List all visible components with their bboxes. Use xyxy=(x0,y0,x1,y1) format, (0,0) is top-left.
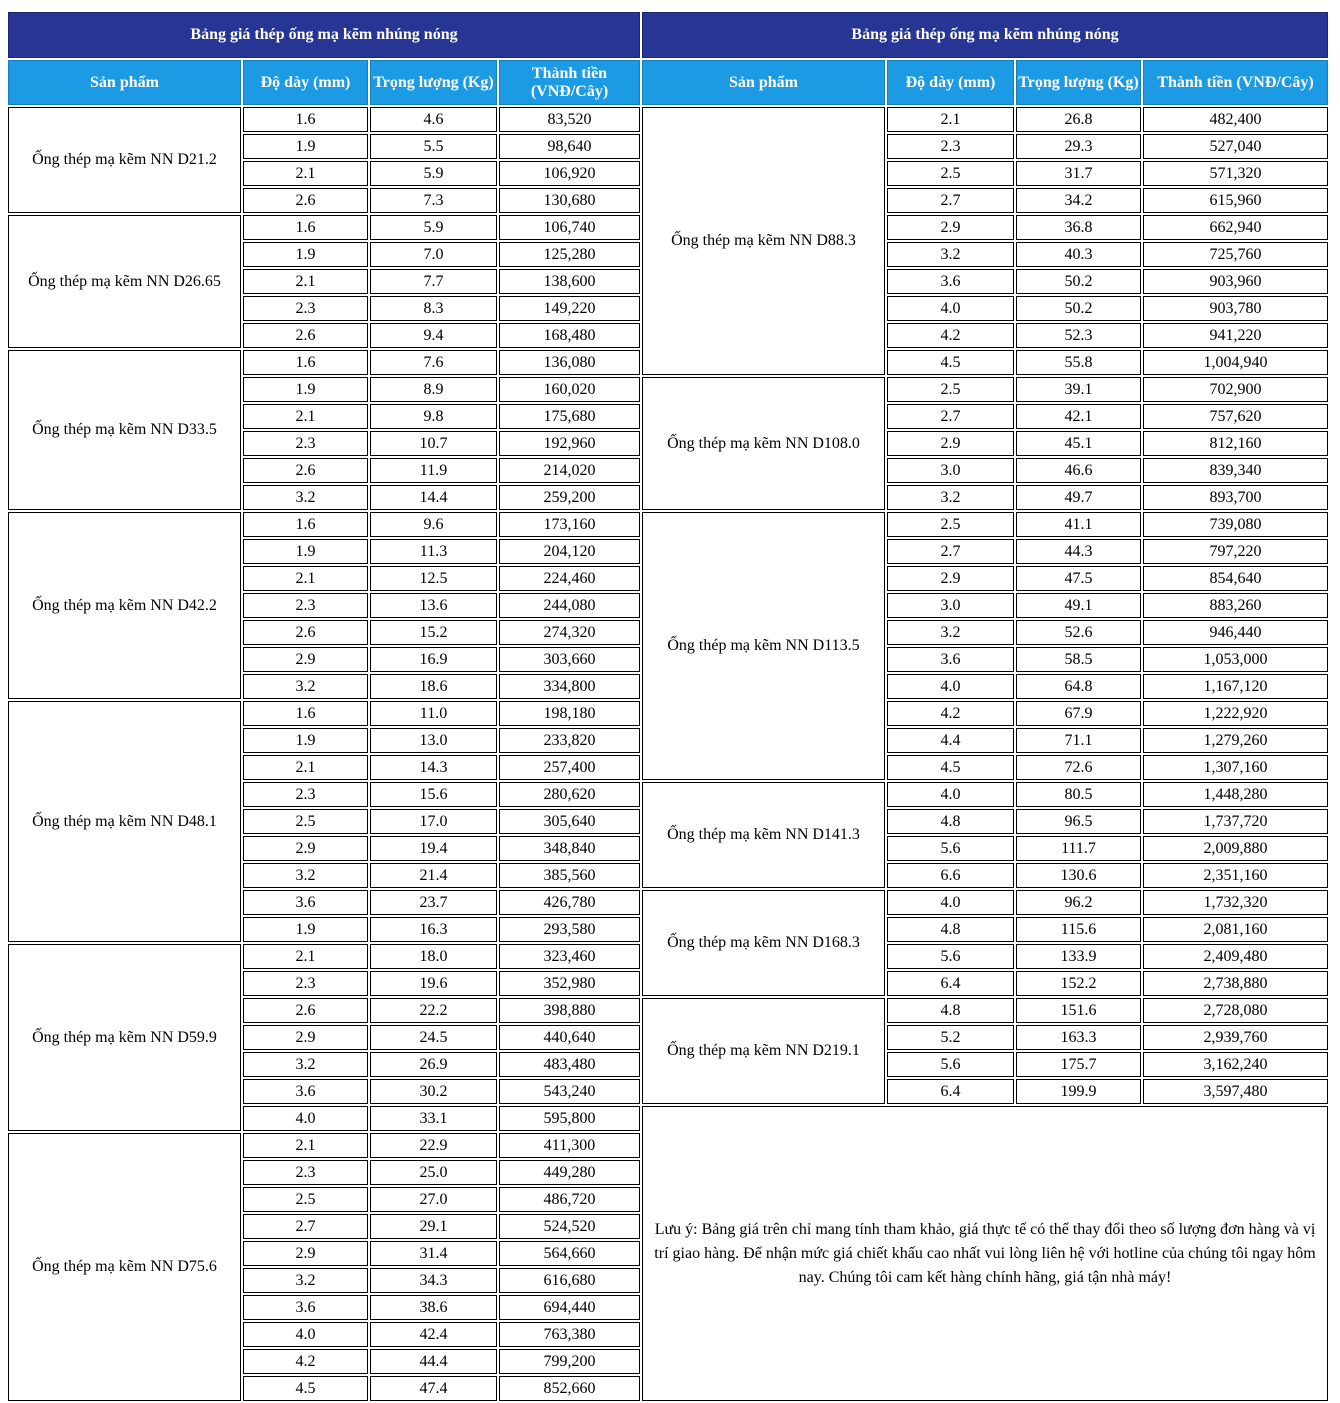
right-weight-cell: 115.6 xyxy=(1016,917,1141,942)
left-price-cell: 244,080 xyxy=(499,593,640,618)
left-thickness-cell: 2.1 xyxy=(243,1133,368,1158)
right-weight-cell: 64.8 xyxy=(1016,674,1141,699)
left-weight-cell: 10.7 xyxy=(370,431,497,456)
left-thickness-cell: 2.1 xyxy=(243,566,368,591)
right-weight-cell: 96.2 xyxy=(1016,890,1141,915)
right-header-price: Thành tiền (VNĐ/Cây) xyxy=(1143,60,1328,105)
left-thickness-cell: 2.5 xyxy=(243,1187,368,1212)
right-thickness-cell: 4.0 xyxy=(887,782,1014,807)
right-price-cell: 903,780 xyxy=(1143,296,1328,321)
left-product-cell: Ống thép mạ kẽm NN D33.5 xyxy=(8,350,241,510)
left-price-cell: 106,920 xyxy=(499,161,640,186)
left-thickness-cell: 2.3 xyxy=(243,296,368,321)
left-price-cell: 348,840 xyxy=(499,836,640,861)
left-table-title: Bảng giá thép ống mạ kẽm nhúng nóng xyxy=(8,12,640,58)
left-weight-cell: 16.3 xyxy=(370,917,497,942)
right-thickness-cell: 4.0 xyxy=(887,296,1014,321)
right-price-cell: 527,040 xyxy=(1143,134,1328,159)
right-thickness-cell: 3.0 xyxy=(887,458,1014,483)
left-weight-cell: 12.5 xyxy=(370,566,497,591)
left-price-cell: 411,300 xyxy=(499,1133,640,1158)
left-thickness-cell: 2.3 xyxy=(243,431,368,456)
left-thickness-cell: 4.0 xyxy=(243,1106,368,1131)
left-thickness-cell: 3.2 xyxy=(243,1052,368,1077)
left-weight-cell: 5.9 xyxy=(370,215,497,240)
left-price-cell: 799,200 xyxy=(499,1349,640,1374)
right-price-cell: 2,728,080 xyxy=(1143,998,1328,1023)
left-price-cell: 595,800 xyxy=(499,1106,640,1131)
left-thickness-cell: 2.1 xyxy=(243,404,368,429)
right-weight-cell: 26.8 xyxy=(1016,107,1141,132)
right-weight-cell: 49.1 xyxy=(1016,593,1141,618)
left-thickness-cell: 1.9 xyxy=(243,377,368,402)
left-weight-cell: 23.7 xyxy=(370,890,497,915)
left-thickness-cell: 2.6 xyxy=(243,620,368,645)
left-thickness-cell: 1.9 xyxy=(243,134,368,159)
right-weight-cell: 111.7 xyxy=(1016,836,1141,861)
right-price-cell: 1,732,320 xyxy=(1143,890,1328,915)
left-price-cell: 352,980 xyxy=(499,971,640,996)
left-price-cell: 168,480 xyxy=(499,323,640,348)
left-weight-cell: 38.6 xyxy=(370,1295,497,1320)
right-price-cell: 1,053,000 xyxy=(1143,647,1328,672)
left-weight-cell: 33.1 xyxy=(370,1106,497,1131)
right-thickness-cell: 5.6 xyxy=(887,944,1014,969)
right-price-cell: 1,307,160 xyxy=(1143,755,1328,780)
left-thickness-cell: 3.6 xyxy=(243,890,368,915)
left-weight-cell: 7.3 xyxy=(370,188,497,213)
right-price-cell: 1,448,280 xyxy=(1143,782,1328,807)
right-thickness-cell: 2.5 xyxy=(887,377,1014,402)
right-thickness-cell: 2.7 xyxy=(887,539,1014,564)
right-thickness-cell: 4.4 xyxy=(887,728,1014,753)
price-note: Lưu ý: Bảng giá trên chỉ mang tính tham khảo, giá thực tế có thể thay đổi theo số lượng đơn hàng và vị trí giao hàng. Để nhận mức giá chiết khấu cao nhất vui lòng liên hệ với hotline của chúng tôi ngay hôm nay. Chúng tôi cam kết hàng chính hãng, giá tận nhà máy! xyxy=(642,1106,1328,1401)
left-thickness-cell: 4.5 xyxy=(243,1376,368,1401)
left-price-cell: 426,780 xyxy=(499,890,640,915)
left-weight-cell: 16.9 xyxy=(370,647,497,672)
left-price-cell: 106,740 xyxy=(499,215,640,240)
left-price-cell: 334,800 xyxy=(499,674,640,699)
left-product-cell: Ống thép mạ kẽm NN D21.2 xyxy=(8,107,241,213)
right-price-cell: 3,162,240 xyxy=(1143,1052,1328,1077)
right-thickness-cell: 4.2 xyxy=(887,701,1014,726)
left-thickness-cell: 2.3 xyxy=(243,1160,368,1185)
right-thickness-cell: 4.0 xyxy=(887,890,1014,915)
right-price-cell: 1,222,920 xyxy=(1143,701,1328,726)
left-price-cell: 274,320 xyxy=(499,620,640,645)
right-thickness-cell: 4.0 xyxy=(887,674,1014,699)
right-price-cell: 812,160 xyxy=(1143,431,1328,456)
left-weight-cell: 11.9 xyxy=(370,458,497,483)
left-weight-cell: 11.0 xyxy=(370,701,497,726)
right-price-cell: 1,004,940 xyxy=(1143,350,1328,375)
left-price-cell: 83,520 xyxy=(499,107,640,132)
left-weight-cell: 27.0 xyxy=(370,1187,497,1212)
left-price-cell: 486,720 xyxy=(499,1187,640,1212)
right-thickness-cell: 2.7 xyxy=(887,188,1014,213)
right-thickness-cell: 2.5 xyxy=(887,512,1014,537)
left-weight-cell: 5.5 xyxy=(370,134,497,159)
left-thickness-cell: 3.6 xyxy=(243,1079,368,1104)
left-weight-cell: 14.4 xyxy=(370,485,497,510)
right-weight-cell: 133.9 xyxy=(1016,944,1141,969)
right-product-cell: Ống thép mạ kẽm NN D168.3 xyxy=(642,890,885,996)
right-weight-cell: 151.6 xyxy=(1016,998,1141,1023)
left-weight-cell: 19.6 xyxy=(370,971,497,996)
left-weight-cell: 4.6 xyxy=(370,107,497,132)
right-price-cell: 893,700 xyxy=(1143,485,1328,510)
right-thickness-cell: 4.8 xyxy=(887,809,1014,834)
right-weight-cell: 58.5 xyxy=(1016,647,1141,672)
left-thickness-cell: 1.6 xyxy=(243,215,368,240)
right-price-cell: 1,737,720 xyxy=(1143,809,1328,834)
header-row xyxy=(8,60,1328,105)
right-weight-cell: 96.5 xyxy=(1016,809,1141,834)
left-weight-cell: 29.1 xyxy=(370,1214,497,1239)
right-thickness-cell: 5.6 xyxy=(887,836,1014,861)
left-weight-cell: 13.6 xyxy=(370,593,497,618)
right-price-cell: 662,940 xyxy=(1143,215,1328,240)
left-price-cell: 233,820 xyxy=(499,728,640,753)
left-price-cell: 198,180 xyxy=(499,701,640,726)
right-product-cell: Ống thép mạ kẽm NN D141.3 xyxy=(642,782,885,888)
right-price-cell: 2,081,160 xyxy=(1143,917,1328,942)
right-price-cell: 2,409,480 xyxy=(1143,944,1328,969)
left-price-cell: 214,020 xyxy=(499,458,640,483)
left-weight-cell: 8.3 xyxy=(370,296,497,321)
right-price-cell: 2,009,880 xyxy=(1143,836,1328,861)
right-thickness-cell: 2.5 xyxy=(887,161,1014,186)
left-thickness-cell: 1.6 xyxy=(243,701,368,726)
left-price-cell: 564,660 xyxy=(499,1241,640,1266)
left-thickness-cell: 2.3 xyxy=(243,593,368,618)
left-thickness-cell: 2.5 xyxy=(243,809,368,834)
left-price-cell: 303,660 xyxy=(499,647,640,672)
right-weight-cell: 31.7 xyxy=(1016,161,1141,186)
right-price-cell: 941,220 xyxy=(1143,323,1328,348)
right-thickness-cell: 5.6 xyxy=(887,1052,1014,1077)
left-weight-cell: 15.2 xyxy=(370,620,497,645)
right-weight-cell: 29.3 xyxy=(1016,134,1141,159)
right-weight-cell: 46.6 xyxy=(1016,458,1141,483)
left-price-cell: 204,120 xyxy=(499,539,640,564)
right-price-cell: 3,597,480 xyxy=(1143,1079,1328,1104)
left-weight-cell: 17.0 xyxy=(370,809,497,834)
right-price-cell: 757,620 xyxy=(1143,404,1328,429)
right-thickness-cell: 2.9 xyxy=(887,215,1014,240)
right-product-cell: Ống thép mạ kẽm NN D219.1 xyxy=(642,998,885,1104)
left-thickness-cell: 1.9 xyxy=(243,728,368,753)
left-weight-cell: 18.0 xyxy=(370,944,497,969)
right-weight-cell: 55.8 xyxy=(1016,350,1141,375)
table-row xyxy=(8,512,1328,537)
left-weight-cell: 7.0 xyxy=(370,242,497,267)
right-weight-cell: 163.3 xyxy=(1016,1025,1141,1050)
left-thickness-cell: 2.9 xyxy=(243,1025,368,1050)
left-weight-cell: 19.4 xyxy=(370,836,497,861)
left-thickness-cell: 2.3 xyxy=(243,971,368,996)
left-weight-cell: 26.9 xyxy=(370,1052,497,1077)
left-header-price: Thành tiền (VNĐ/Cây) xyxy=(499,60,640,105)
right-price-cell: 482,400 xyxy=(1143,107,1328,132)
left-price-cell: 616,680 xyxy=(499,1268,640,1293)
left-weight-cell: 18.6 xyxy=(370,674,497,699)
right-price-cell: 883,260 xyxy=(1143,593,1328,618)
left-header-product: Sản phẩm xyxy=(8,60,241,105)
right-thickness-cell: 3.2 xyxy=(887,485,1014,510)
left-thickness-cell: 3.6 xyxy=(243,1295,368,1320)
price-table xyxy=(6,10,1330,1403)
left-price-cell: 98,640 xyxy=(499,134,640,159)
left-weight-cell: 7.6 xyxy=(370,350,497,375)
right-price-cell: 797,220 xyxy=(1143,539,1328,564)
right-thickness-cell: 4.8 xyxy=(887,917,1014,942)
right-price-cell: 2,738,880 xyxy=(1143,971,1328,996)
right-price-cell: 702,900 xyxy=(1143,377,1328,402)
left-thickness-cell: 3.2 xyxy=(243,863,368,888)
right-header-weight: Trọng lượng (Kg) xyxy=(1016,60,1141,105)
left-thickness-cell: 1.6 xyxy=(243,512,368,537)
left-price-cell: 175,680 xyxy=(499,404,640,429)
left-weight-cell: 47.4 xyxy=(370,1376,497,1401)
right-weight-cell: 36.8 xyxy=(1016,215,1141,240)
right-weight-cell: 40.3 xyxy=(1016,242,1141,267)
left-weight-cell: 31.4 xyxy=(370,1241,497,1266)
right-price-cell: 2,939,760 xyxy=(1143,1025,1328,1050)
right-price-cell: 725,760 xyxy=(1143,242,1328,267)
left-thickness-cell: 2.6 xyxy=(243,998,368,1023)
left-price-cell: 323,460 xyxy=(499,944,640,969)
left-thickness-cell: 4.0 xyxy=(243,1322,368,1347)
right-weight-cell: 44.3 xyxy=(1016,539,1141,564)
left-product-cell: Ống thép mạ kẽm NN D48.1 xyxy=(8,701,241,942)
left-price-cell: 440,640 xyxy=(499,1025,640,1050)
right-thickness-cell: 3.0 xyxy=(887,593,1014,618)
right-weight-cell: 42.1 xyxy=(1016,404,1141,429)
left-price-cell: 543,240 xyxy=(499,1079,640,1104)
right-thickness-cell: 2.9 xyxy=(887,431,1014,456)
left-product-cell: Ống thép mạ kẽm NN D59.9 xyxy=(8,944,241,1131)
right-weight-cell: 71.1 xyxy=(1016,728,1141,753)
left-thickness-cell: 2.9 xyxy=(243,1241,368,1266)
right-weight-cell: 34.2 xyxy=(1016,188,1141,213)
right-thickness-cell: 2.9 xyxy=(887,566,1014,591)
right-weight-cell: 50.2 xyxy=(1016,269,1141,294)
left-thickness-cell: 1.9 xyxy=(243,917,368,942)
left-thickness-cell: 2.3 xyxy=(243,782,368,807)
left-weight-cell: 9.8 xyxy=(370,404,497,429)
left-price-cell: 173,160 xyxy=(499,512,640,537)
left-price-cell: 305,640 xyxy=(499,809,640,834)
right-price-cell: 854,640 xyxy=(1143,566,1328,591)
right-thickness-cell: 6.6 xyxy=(887,863,1014,888)
left-price-cell: 524,520 xyxy=(499,1214,640,1239)
left-weight-cell: 22.2 xyxy=(370,998,497,1023)
right-table-title: Bảng giá thép ống mạ kẽm nhúng nóng xyxy=(642,12,1328,58)
right-thickness-cell: 4.8 xyxy=(887,998,1014,1023)
left-thickness-cell: 1.9 xyxy=(243,242,368,267)
left-thickness-cell: 4.2 xyxy=(243,1349,368,1374)
right-thickness-cell: 6.4 xyxy=(887,1079,1014,1104)
left-weight-cell: 9.6 xyxy=(370,512,497,537)
left-weight-cell: 7.7 xyxy=(370,269,497,294)
right-weight-cell: 72.6 xyxy=(1016,755,1141,780)
left-product-cell: Ống thép mạ kẽm NN D26.65 xyxy=(8,215,241,348)
left-thickness-cell: 2.1 xyxy=(243,161,368,186)
left-price-cell: 483,480 xyxy=(499,1052,640,1077)
left-weight-cell: 30.2 xyxy=(370,1079,497,1104)
left-weight-cell: 5.9 xyxy=(370,161,497,186)
right-price-cell: 903,960 xyxy=(1143,269,1328,294)
left-thickness-cell: 2.1 xyxy=(243,944,368,969)
left-weight-cell: 11.3 xyxy=(370,539,497,564)
left-thickness-cell: 1.6 xyxy=(243,107,368,132)
right-product-cell: Ống thép mạ kẽm NN D88.3 xyxy=(642,107,885,375)
right-weight-cell: 45.1 xyxy=(1016,431,1141,456)
left-weight-cell: 14.3 xyxy=(370,755,497,780)
right-thickness-cell: 3.2 xyxy=(887,242,1014,267)
left-weight-cell: 13.0 xyxy=(370,728,497,753)
right-weight-cell: 52.6 xyxy=(1016,620,1141,645)
right-thickness-cell: 3.2 xyxy=(887,620,1014,645)
left-price-cell: 125,280 xyxy=(499,242,640,267)
left-price-cell: 398,880 xyxy=(499,998,640,1023)
right-weight-cell: 41.1 xyxy=(1016,512,1141,537)
left-thickness-cell: 2.1 xyxy=(243,269,368,294)
right-price-cell: 839,340 xyxy=(1143,458,1328,483)
left-price-cell: 257,400 xyxy=(499,755,640,780)
left-price-cell: 293,580 xyxy=(499,917,640,942)
left-price-cell: 160,020 xyxy=(499,377,640,402)
right-thickness-cell: 6.4 xyxy=(887,971,1014,996)
right-thickness-cell: 5.2 xyxy=(887,1025,1014,1050)
right-thickness-cell: 4.5 xyxy=(887,755,1014,780)
right-thickness-cell: 4.5 xyxy=(887,350,1014,375)
right-price-cell: 571,320 xyxy=(1143,161,1328,186)
right-thickness-cell: 4.2 xyxy=(887,323,1014,348)
right-price-cell: 1,279,260 xyxy=(1143,728,1328,753)
right-header-thickness: Độ dày (mm) xyxy=(887,60,1014,105)
left-thickness-cell: 3.2 xyxy=(243,1268,368,1293)
right-weight-cell: 175.7 xyxy=(1016,1052,1141,1077)
left-price-cell: 192,960 xyxy=(499,431,640,456)
left-price-cell: 138,600 xyxy=(499,269,640,294)
title-row xyxy=(8,12,1328,58)
right-thickness-cell: 2.1 xyxy=(887,107,1014,132)
right-weight-cell: 67.9 xyxy=(1016,701,1141,726)
left-thickness-cell: 2.6 xyxy=(243,458,368,483)
left-weight-cell: 42.4 xyxy=(370,1322,497,1347)
right-price-cell: 739,080 xyxy=(1143,512,1328,537)
left-weight-cell: 44.4 xyxy=(370,1349,497,1374)
right-weight-cell: 130.6 xyxy=(1016,863,1141,888)
right-thickness-cell: 2.3 xyxy=(887,134,1014,159)
left-price-cell: 130,680 xyxy=(499,188,640,213)
left-thickness-cell: 3.2 xyxy=(243,674,368,699)
left-price-cell: 280,620 xyxy=(499,782,640,807)
left-thickness-cell: 1.9 xyxy=(243,539,368,564)
left-product-cell: Ống thép mạ kẽm NN D42.2 xyxy=(8,512,241,699)
left-price-cell: 449,280 xyxy=(499,1160,640,1185)
left-price-cell: 136,080 xyxy=(499,350,640,375)
left-weight-cell: 34.3 xyxy=(370,1268,497,1293)
right-price-cell: 2,351,160 xyxy=(1143,863,1328,888)
right-weight-cell: 39.1 xyxy=(1016,377,1141,402)
right-weight-cell: 80.5 xyxy=(1016,782,1141,807)
left-weight-cell: 22.9 xyxy=(370,1133,497,1158)
left-thickness-cell: 2.7 xyxy=(243,1214,368,1239)
right-product-cell: Ống thép mạ kẽm NN D113.5 xyxy=(642,512,885,780)
left-price-cell: 385,560 xyxy=(499,863,640,888)
left-weight-cell: 25.0 xyxy=(370,1160,497,1185)
left-thickness-cell: 2.9 xyxy=(243,647,368,672)
left-product-cell: Ống thép mạ kẽm NN D75.6 xyxy=(8,1133,241,1401)
left-price-cell: 763,380 xyxy=(499,1322,640,1347)
right-weight-cell: 52.3 xyxy=(1016,323,1141,348)
left-thickness-cell: 2.6 xyxy=(243,188,368,213)
left-price-cell: 852,660 xyxy=(499,1376,640,1401)
left-price-cell: 259,200 xyxy=(499,485,640,510)
left-weight-cell: 15.6 xyxy=(370,782,497,807)
left-thickness-cell: 2.6 xyxy=(243,323,368,348)
left-thickness-cell: 2.1 xyxy=(243,755,368,780)
left-header-thickness: Độ dày (mm) xyxy=(243,60,368,105)
right-thickness-cell: 2.7 xyxy=(887,404,1014,429)
right-weight-cell: 49.7 xyxy=(1016,485,1141,510)
left-price-cell: 224,460 xyxy=(499,566,640,591)
left-thickness-cell: 2.9 xyxy=(243,836,368,861)
right-price-cell: 615,960 xyxy=(1143,188,1328,213)
right-weight-cell: 50.2 xyxy=(1016,296,1141,321)
left-weight-cell: 21.4 xyxy=(370,863,497,888)
right-price-cell: 946,440 xyxy=(1143,620,1328,645)
right-product-cell: Ống thép mạ kẽm NN D108.0 xyxy=(642,377,885,510)
left-thickness-cell: 1.6 xyxy=(243,350,368,375)
left-weight-cell: 8.9 xyxy=(370,377,497,402)
left-price-cell: 149,220 xyxy=(499,296,640,321)
left-thickness-cell: 3.2 xyxy=(243,485,368,510)
left-header-weight: Trọng lượng (Kg) xyxy=(370,60,497,105)
right-price-cell: 1,167,120 xyxy=(1143,674,1328,699)
right-weight-cell: 47.5 xyxy=(1016,566,1141,591)
left-weight-cell: 24.5 xyxy=(370,1025,497,1050)
right-thickness-cell: 3.6 xyxy=(887,647,1014,672)
right-weight-cell: 152.2 xyxy=(1016,971,1141,996)
right-thickness-cell: 3.6 xyxy=(887,269,1014,294)
right-weight-cell: 199.9 xyxy=(1016,1079,1141,1104)
left-price-cell: 694,440 xyxy=(499,1295,640,1320)
left-weight-cell: 9.4 xyxy=(370,323,497,348)
right-header-product: Sản phẩm xyxy=(642,60,885,105)
table-row xyxy=(8,107,1328,132)
